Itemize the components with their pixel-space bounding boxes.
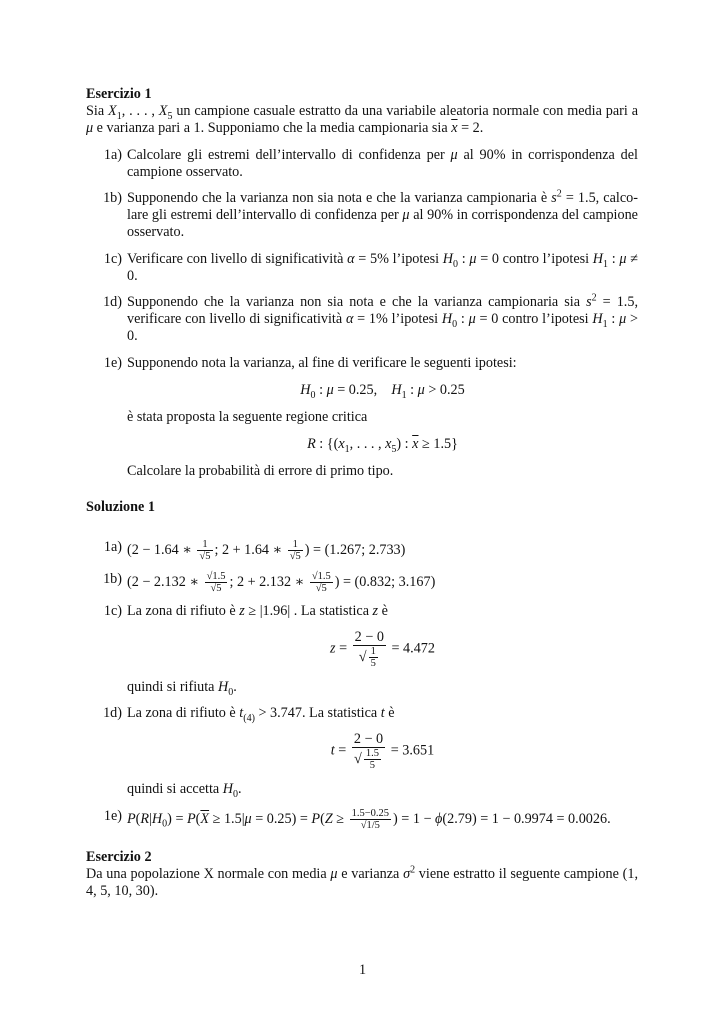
critical-region-equation: R : {($x_1$, . . . , $x_5$) : $\overline{x} \ge 1.5$} xyxy=(307,436,458,456)
solution-1-title: Soluzione 1 xyxy=(86,498,155,515)
exercise-item-1a: 1a) Calcolare gli estremi dell’intervallo di confidenza per μ al 90% in corrispondenza del campione osservato. xyxy=(103,146,638,180)
solution-item-1c: 1c) La zona di rifiuto è z ≥ |1.96| . La statistica z è z = 2 − 0 √ $\frac{1}{5}$ = 4.472 quindi si rifiuta $H_0$. xyxy=(86,603,638,696)
hypotheses-equation: $H_0$ : μ = 0.25, $H_1$ : μ > 0.25 xyxy=(300,381,465,401)
z-statistic-equation: z = 2 − 0 √ $\frac{1}{5}$ = 4.472 xyxy=(330,629,435,670)
exercise-1-title: Esercizio 1 xyxy=(86,86,152,102)
exercise-2-title: Esercizio 2 xyxy=(86,848,152,865)
exercise-2-text: Da una popolazione X normale con media μ e varianza $\sigma^2$ viene estratto il seguente campione (1, 4, 5, 10, 30). xyxy=(86,864,638,900)
solution-item-1b: 1b) (2 − 2.132 ∗ $\frac{√1.5}{√5}$ ; 2 + 2.132 ∗ $\frac{√1.5}{√5}$ ) = (0.832; 3.167) xyxy=(103,570,436,594)
t-statistic-equation: t = 2 − 0 √ $\frac{1.5}{5}$ = 3.651 xyxy=(330,731,435,772)
exercise-item-1d: 1d) Supponendo che la varianza non sia nota e che la varianza campionaria sia $s^2 = 1.5$, verificare con livello di significatività α = 1% l’ipotesi $H_0$ : μ = 0 contro l’ipotesi $H_1$ : μ > 0. xyxy=(103,292,638,345)
solution-item-1d: 1d) La zona di rifiuto è $t_{(4)} > 3.747$. La statistica t è t = 2 − 0 √ $\frac{1.5}{5}$ = 3.651 quindi si accetta $H_0$. xyxy=(86,705,638,798)
solution-item-1a: 1a) (2 − 1.64 ∗ $\frac{1}{√5}$ ; 2 + 1.64 ∗ $\frac{1}{√5}$ ) = (1.267; 2.733) xyxy=(103,538,406,562)
exercise-1-intro: Sia $X_1$, . . . , $X_5$ un campione casuale estratto da una variabile aleatoria normale con media pari a μ e varianza pari a 1. Supponiamo che la media campionaria sia $\overline{x} = 2$. xyxy=(86,103,638,137)
exercise-item-1b: 1b) Supponendo che la varianza non sia nota e che la varianza campionaria è $s^2 = 1.5$, calcolare gli estremi dell’intervallo di confidenza per μ al 90% in corrispondenza del campione osservato. xyxy=(103,188,638,241)
solution-item-1e: 1e) $P(R|H_0) = P(\overline{X} \ge 1.5|\mu = 0.25) = P(Z$ ≥ $\frac{1.5-0.25}{√1/5}$ ) = 1 − ϕ(2.79) = 1 − 0.9974 = 0.0026. xyxy=(103,807,611,831)
exercise-item-1e: 1e) Supponendo nota la varianza, al fine di verificare le seguenti ipotesi: $H_0$ : μ = 0.25, $H_1$ : μ > 0.25 è stata proposta la seguente regione critica R : {($x_1$, . . . , $x_5$) : $\overline{x} \ge 1.5$} Calcolare la probabilità di errore di primo tipo. xyxy=(86,355,638,481)
page-number: 1 xyxy=(358,962,367,978)
exercise-item-1c: 1c) Verificare con livello di significatività α = 5% l’ipotesi $H_0$ : μ = 0 contro l’ipotesi $H_1$ : μ ≠ 0. xyxy=(103,250,638,284)
page-content xyxy=(86,86,638,900)
